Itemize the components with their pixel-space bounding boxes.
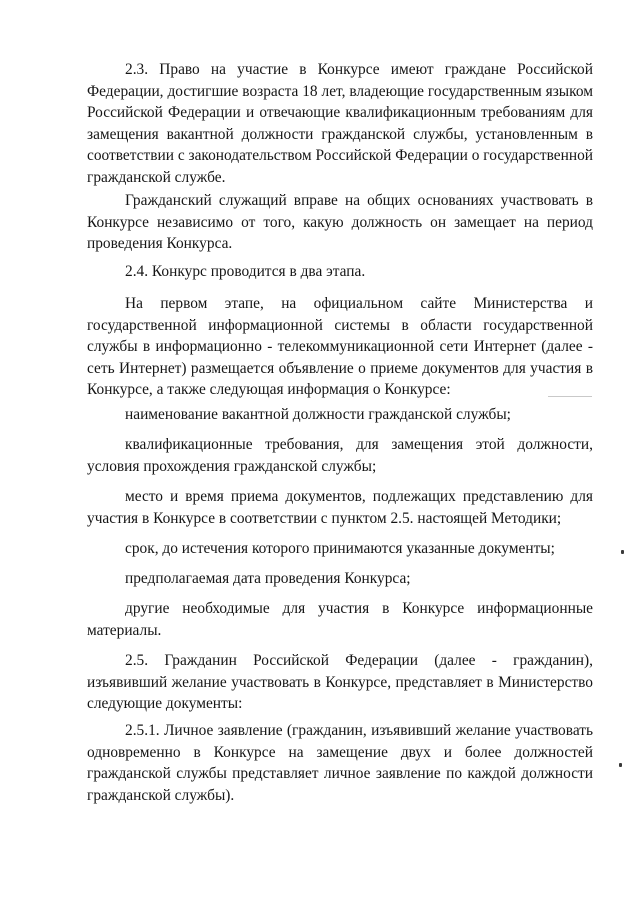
paragraph-2-4: 2.4. Конкурс проводится в два этапа. <box>125 263 366 280</box>
paragraph-first-stage: На первом этапе, на официальном сайте Министерства и государственной информационной системы в области государственной службы в информационно - телекоммуникационной сети Интернет (далее - сеть Интернет) размещается объявление о приеме документов для участия в Конкурсе, а также следующая информация о Конкурсе: <box>87 295 593 398</box>
list-item-place-and-time: место и время приема документов, подлежащих представлению для участия в Конкурсе в соответствии с пунктом 2.5. настоящей Методики; <box>87 488 593 527</box>
list-item-qualification-requirements: квалификационные требования, для замещения этой должности, условия прохождения гражданской службы; <box>87 436 593 475</box>
list-item-deadline: срок, до истечения которого принимаются указанные документы; <box>125 540 555 557</box>
list-item-vacancy-name: наименование вакантной должности гражданской службы; <box>125 406 511 423</box>
paragraph-2-5-1: 2.5.1. Личное заявление (гражданин, изъявивший желание участвовать одновременно в Конкурсе на замещение двух и более должностей гражданской службы представляет личное заявление по каждой должности гражданской службы). <box>87 722 593 804</box>
paragraph-2-3: 2.3. Право на участие в Конкурсе имеют граждане Российской Федерации, достигшие возраста 18 лет, владеющие государственным языком Российской Федерации и отвечающие квалификационным требованиям для замещения вакантной должности гражданской службы, установленным в соответствии с законодательством Российской Федерации о государственной гражданской службе. <box>87 61 593 186</box>
scan-speck <box>619 763 622 767</box>
list-item-contest-date: предполагаемая дата проведения Конкурса; <box>125 570 411 587</box>
scan-noise-line <box>548 396 592 397</box>
list-item-other-materials: другие необходимые для участия в Конкурсе информационные материалы. <box>87 600 593 639</box>
paragraph-civil-servant-right: Гражданский служащий вправе на общих основаниях участвовать в Конкурсе независимо от того, какую должность он замещает на период проведения Конкурса. <box>87 192 593 252</box>
paragraph-2-5: 2.5. Гражданин Российской Федерации (далее - гражданин), изъявивший желание участвовать в Конкурсе, представляет в Министерство следующие документы: <box>87 652 593 712</box>
scan-speck <box>621 550 624 554</box>
